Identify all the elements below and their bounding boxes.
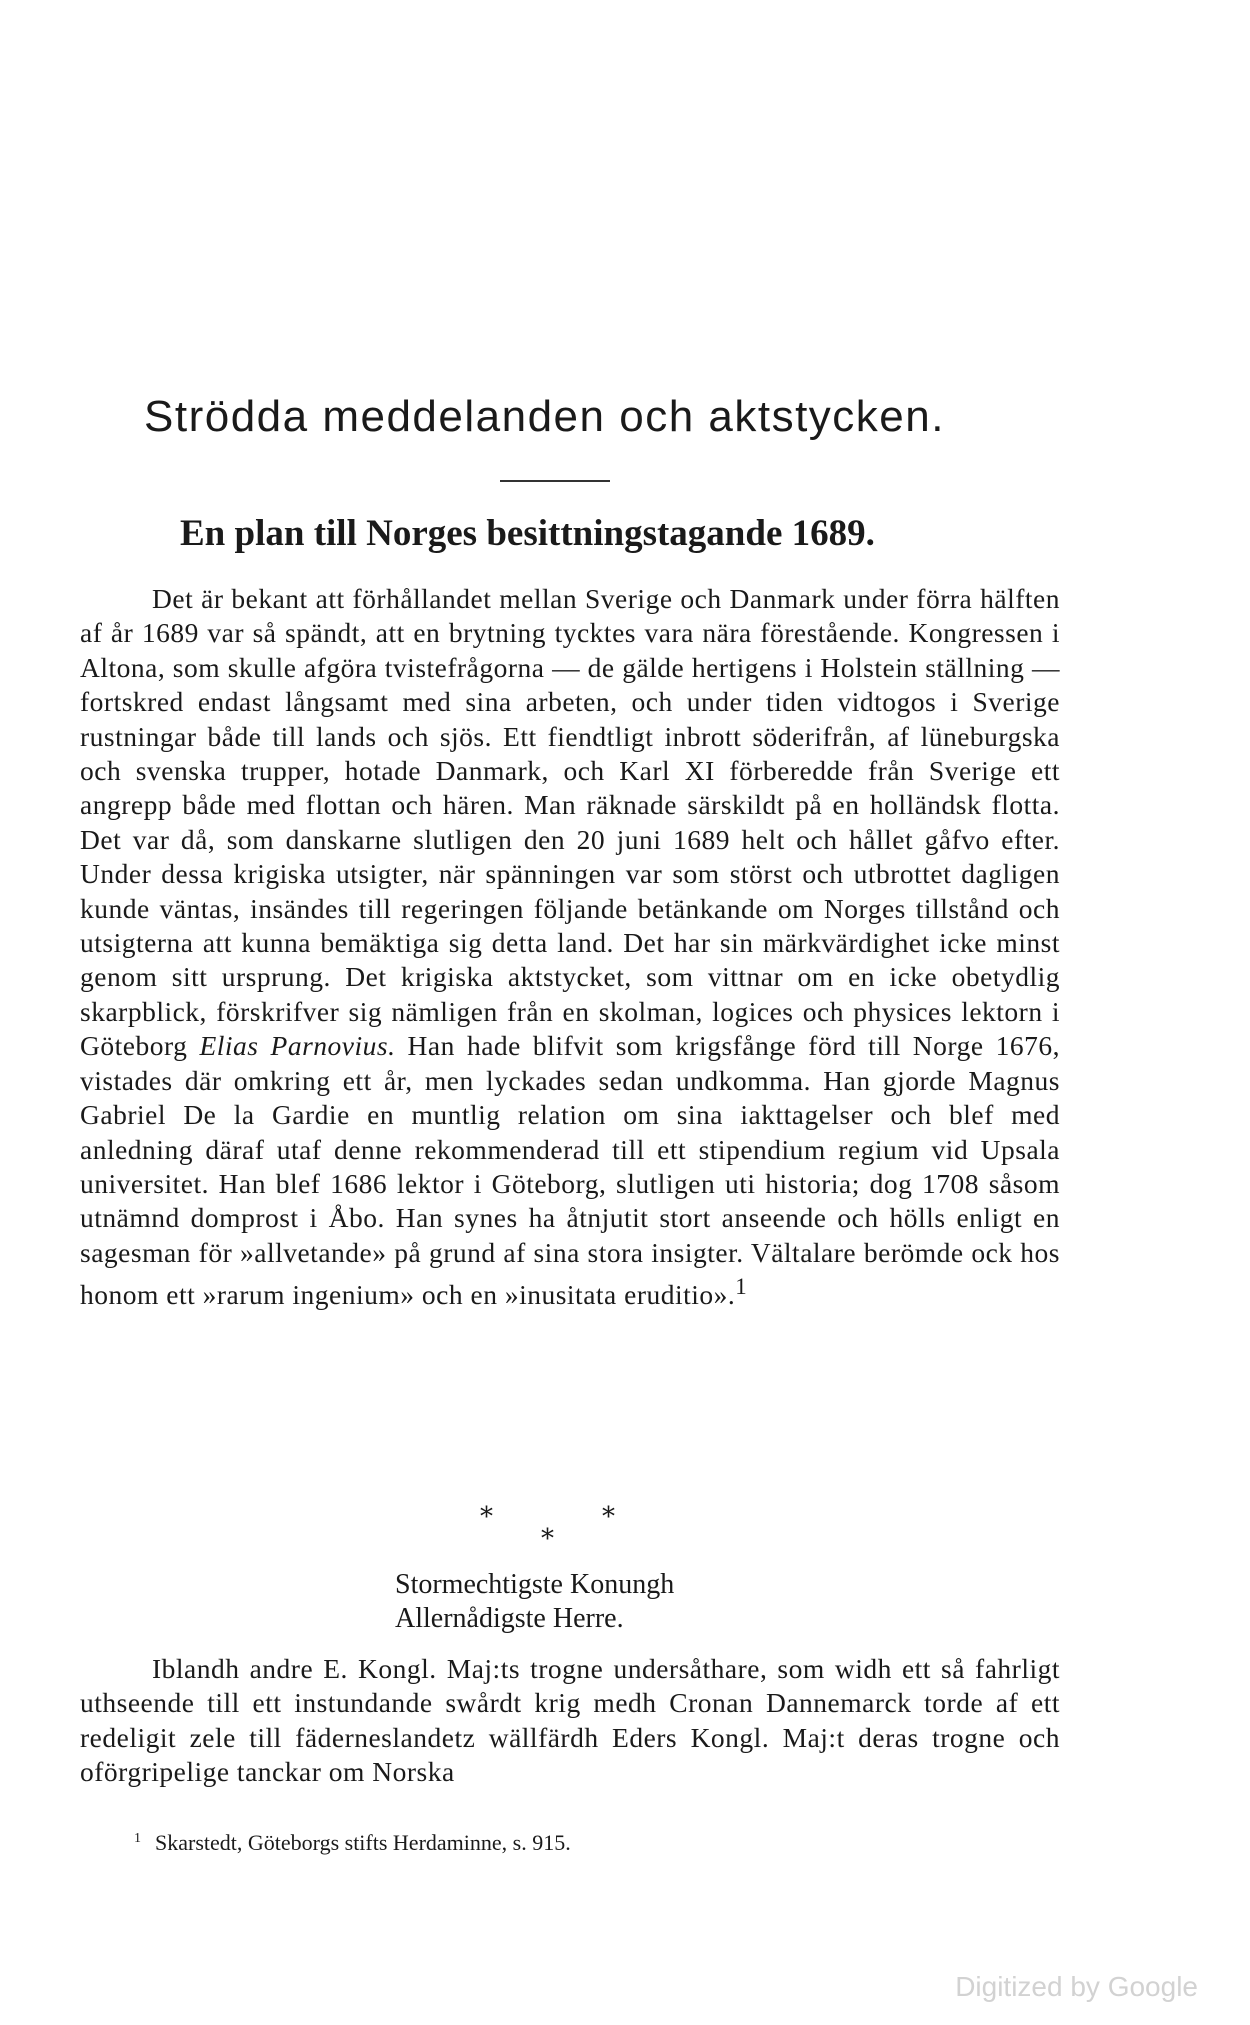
footnote-reference: 1 <box>735 1274 748 1300</box>
document-page <box>80 0 1060 2025</box>
letter-paragraph: Iblandh andre E. Kongl. Maj:ts trogne undersåthare, som widh ett så fahrligt uthseende till ett instundande swårdt krig medh Cronan Dannemarck torde af ett redeligit zele till fäderneslandetz wällfärdh Eders Kongl. Maj:t deras trogne och oförgripelige tanckar om Norska <box>80 1653 1060 1788</box>
letter-salutation <box>395 1568 674 1636</box>
digitization-watermark: Digitized by Google <box>955 1971 1198 2002</box>
title-divider <box>500 480 610 482</box>
salutation-line-2: Allernådigste Herre. <box>395 1603 624 1634</box>
intro-paragraph <box>80 582 1060 1313</box>
intro-text-part-1: Det är bekant att förhållandet mellan Sverige och Danmark under förra hälften af år 1689 var så spändt, att en brytning tycktes vara nära förestående. Kongressen i Altona, som skulle afgöra tvistefrågorna — de gälde hertigens i Holstein ställning — fortskred endast långsamt med sina arbeten, och under tiden vidtogos i Sverige rustningar både till lands och sjös. Ett fiendtligt inbrott söderifrån, af lüneburgska och svenska trupper, hotade Danmark, och Karl XI förberedde från Sverige ett angrepp både med flottan och hären. Man räknade särskildt på en holländsk flotta. Det var då, som danskarne slutligen den 20 juni 1689 helt och hållet gåfvo efter. Under dessa krigiska utsigter, när spänningen var som störst och utbrottet dagligen kunde väntas, insändes till regeringen följande betänkande om Norges tillstånd och utsigterna att kunna bemäktiga sig detta land. Det har sin märkvärdighet icke minst genom sitt ursprung. Det krigiska aktstycket, som vittnar om en icke obetydlig skarpblick, förskrifver sig nämligen från en skolman, logices och physices lektorn i Göteborg <box>80 583 1060 1062</box>
intro-text-part-2: Han hade blifvit som krigsfånge förd till Norge 1676, vistades där omkring ett år, men lyckades sedan undkomma. Han gjorde Magnus Gabriel De la Gardie en muntlig relation om sina iakttagelser och blef med anledning däraf utaf denne rekommenderad till ett stipendium regium vid Upsala universitet. Han blef 1686 lektor i Göteborg, slutligen uti historia; dog 1708 såsom utnämnd domprost i Åbo. Han synes ha åtnjutit stort anseende och hölls enligt en sagesman för »allvetande» på grund af sina stora insigter. Vältalare berömde ock hos honom ett »rarum ingenium» och en »inusitata eruditio». <box>80 1030 1060 1311</box>
asterisk-center: * <box>541 1524 554 1554</box>
asterisk-right: * <box>602 1502 615 1532</box>
author-name: Elias Parnovius. <box>199 1030 396 1062</box>
article-title: En plan till Norges besittningstagande 1689. <box>180 513 875 554</box>
footnote-marker: 1 <box>134 1830 141 1846</box>
footnote-text: Skarstedt, Göteborgs stifts Herdaminne, s. 915. <box>155 1830 571 1855</box>
asterism-separator <box>480 1502 640 1562</box>
salutation-line-1: Stormechtigste Konungh <box>395 1569 675 1600</box>
footnote <box>134 1830 571 1856</box>
section-title: Strödda meddelanden och aktstycken. <box>144 392 945 441</box>
asterisk-left: * <box>480 1502 493 1532</box>
